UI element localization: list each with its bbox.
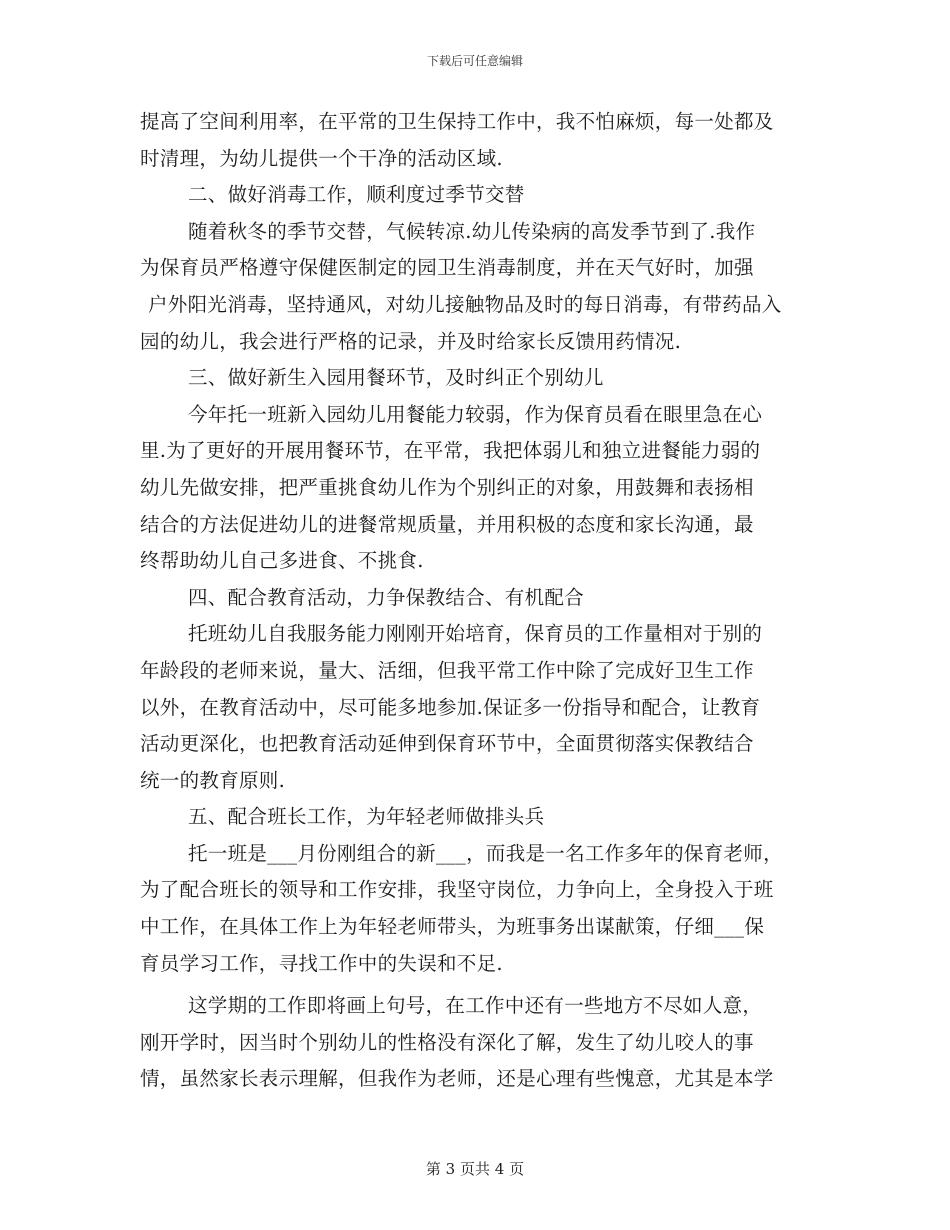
page-number: 第 3 页共 4 页 — [425, 1160, 525, 1178]
body-line: 幼儿先做安排，把严重挑食幼儿作为个别纠正的对象，用鼓舞和表扬相 — [140, 475, 754, 499]
body-line: 为保育员严格遵守保健医制定的园卫生消毒制度，并在天气好时，加强 — [140, 256, 754, 280]
body-line: 随着秋冬的季节交替，气候转凉.幼儿传染病的高发季节到了.我作 — [188, 219, 756, 243]
body-line: 托班幼儿自我服务能力刚刚开始培育，保育员的工作量相对于别的 — [188, 622, 763, 646]
section-heading: 五、配合班长工作，为年轻老师做排头兵 — [188, 805, 545, 829]
body-line: 时清理，为幼儿提供一个干净的活动区域. — [140, 146, 503, 170]
body-line: 这学期的工作即将画上句号，在工作中还有一些地方不尽如人意， — [188, 994, 763, 1018]
body-line: 园的幼儿，我会进行严格的记录，并及时给家长反馈用药情况. — [140, 329, 682, 353]
body-line: 活动更深化，也把教育活动延伸到保育环节中，全面贯彻落实保教结合 — [140, 732, 754, 756]
section-heading: 二、做好消毒工作，顺利度过季节交替 — [188, 183, 525, 207]
body-line: 终帮助幼儿自己多进食、不挑食. — [140, 549, 424, 573]
body-line: 户外阳光消毒，坚持通风，对幼儿接触物品及时的每日消毒，有带药品入 — [148, 292, 782, 316]
page-header: 下载后可任意编辑 — [426, 54, 523, 68]
body-line: 年龄段的老师来说，量大、活细，但我平常工作中除了完成好卫生工作 — [140, 658, 754, 682]
body-line: 以外，在教育活动中，尽可能多地参加.保证多一份指导和配合，让教育 — [140, 695, 761, 719]
body-line: 刚开学时，因当时个别幼儿的性格没有深化了解，发生了幼儿咬人的事 — [140, 1030, 754, 1054]
body-line: 托一班是___月份刚组合的新___，而我是一名工作多年的保育老师， — [188, 841, 783, 865]
body-line: 中工作，在具体工作上为年轻老师带头，为班事务出谋献策，仔细___保 — [140, 915, 765, 939]
document-body — [140, 104, 810, 1098]
body-line: 里.为了更好的开展用餐环节，在平常，我把体弱儿和独立进餐能力弱的 — [140, 439, 761, 463]
body-line: 为了配合班长的领导和工作安排，我坚守岗位，力争向上，全身投入于班 — [140, 878, 774, 902]
body-line: 结合的方法促进幼儿的进餐常规质量，并用积极的态度和家长沟通，最 — [140, 512, 754, 536]
body-line: 统一的教育原则. — [140, 768, 286, 792]
body-line: 今年托一班新入园幼儿用餐能力较弱，作为保育员看在眼里急在心 — [188, 402, 763, 426]
body-line: 情，虽然家长表示理解，但我作为老师，还是心理有些愧意，尤其是本学 — [140, 1067, 774, 1091]
section-heading: 三、做好新生入园用餐环节，及时纠正个别幼儿 — [188, 366, 604, 390]
body-line: 提高了空间利用率，在平常的卫生保持工作中，我不怕麻烦，每一处都及 — [140, 110, 774, 133]
section-heading: 四、配合教育活动，力争保教结合、有机配合 — [188, 585, 585, 609]
body-line: 育员学习工作，寻找工作中的失误和不足. — [140, 951, 503, 975]
